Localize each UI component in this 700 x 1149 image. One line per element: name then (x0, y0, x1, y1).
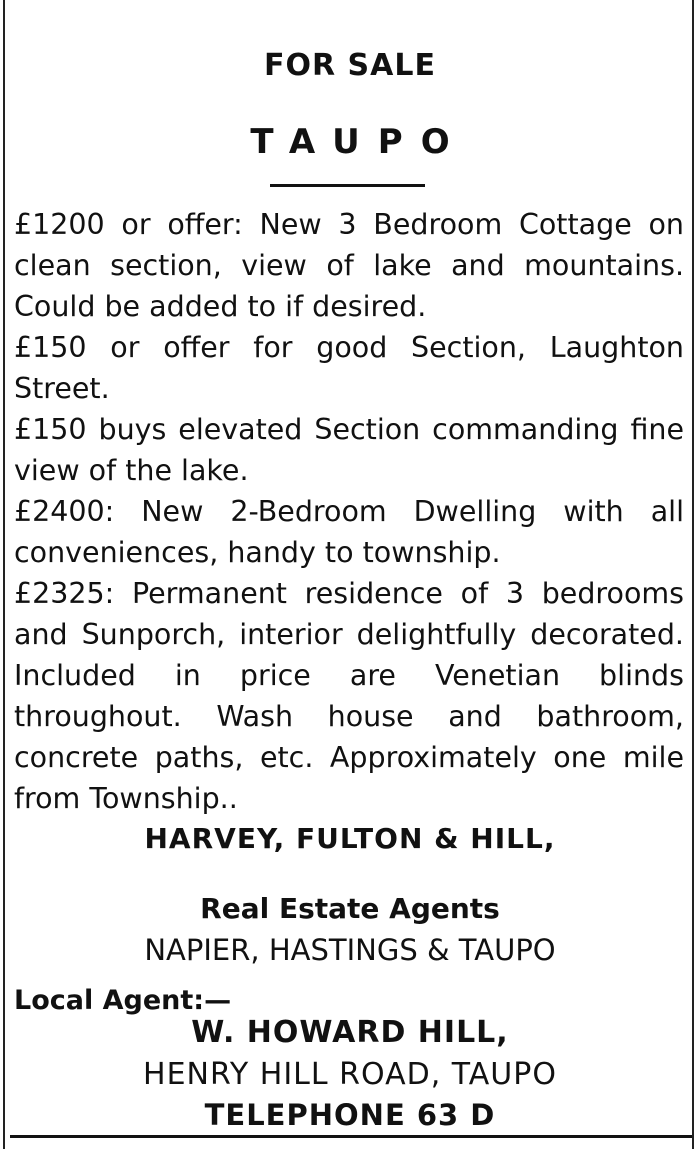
listings (14, 204, 684, 819)
heading-divider (270, 184, 425, 187)
agency-towns: NAPIER, HASTINGS & TAUPO (144, 933, 556, 967)
for-sale-heading: FOR SALE (264, 48, 436, 83)
local-agent-name: W. HOWARD HILL, (191, 1015, 509, 1050)
agency-name: HARVEY, FULTON & HILL, (144, 822, 556, 855)
location-heading: TAUPO (250, 122, 468, 162)
listing-item: £1200 or offer: New 3 Bedroom Cottage on clean section, view of lake and mountains. Could be added to if desired. (14, 208, 684, 323)
right-column-rule (692, 0, 694, 1149)
agency-role: Real Estate Agents (200, 892, 500, 925)
listing-item: £150 or offer for good Section, Laughton Street. (14, 331, 684, 405)
left-column-rule (3, 0, 5, 1149)
listing-item: £150 buys elevated Section commanding fine view of the lake. (14, 413, 684, 487)
local-agent-address: HENRY HILL ROAD, TAUPO (143, 1057, 557, 1092)
local-agent-label: Local Agent:— (14, 985, 232, 1016)
listing-item: £2400: New 2-Bedroom Dwelling with all conveniences, handy to township. (14, 495, 684, 569)
local-agent-telephone: TELEPHONE 63 D (204, 1098, 496, 1132)
bottom-rule (10, 1135, 692, 1138)
listing-item: £2325: Permanent residence of 3 bedrooms and Sunporch, interior delightfully decorated. Included in price are Venetian blinds throughout. Wash house and bathroom, concrete paths, etc. Approximately one mile from Township.. (14, 577, 684, 815)
